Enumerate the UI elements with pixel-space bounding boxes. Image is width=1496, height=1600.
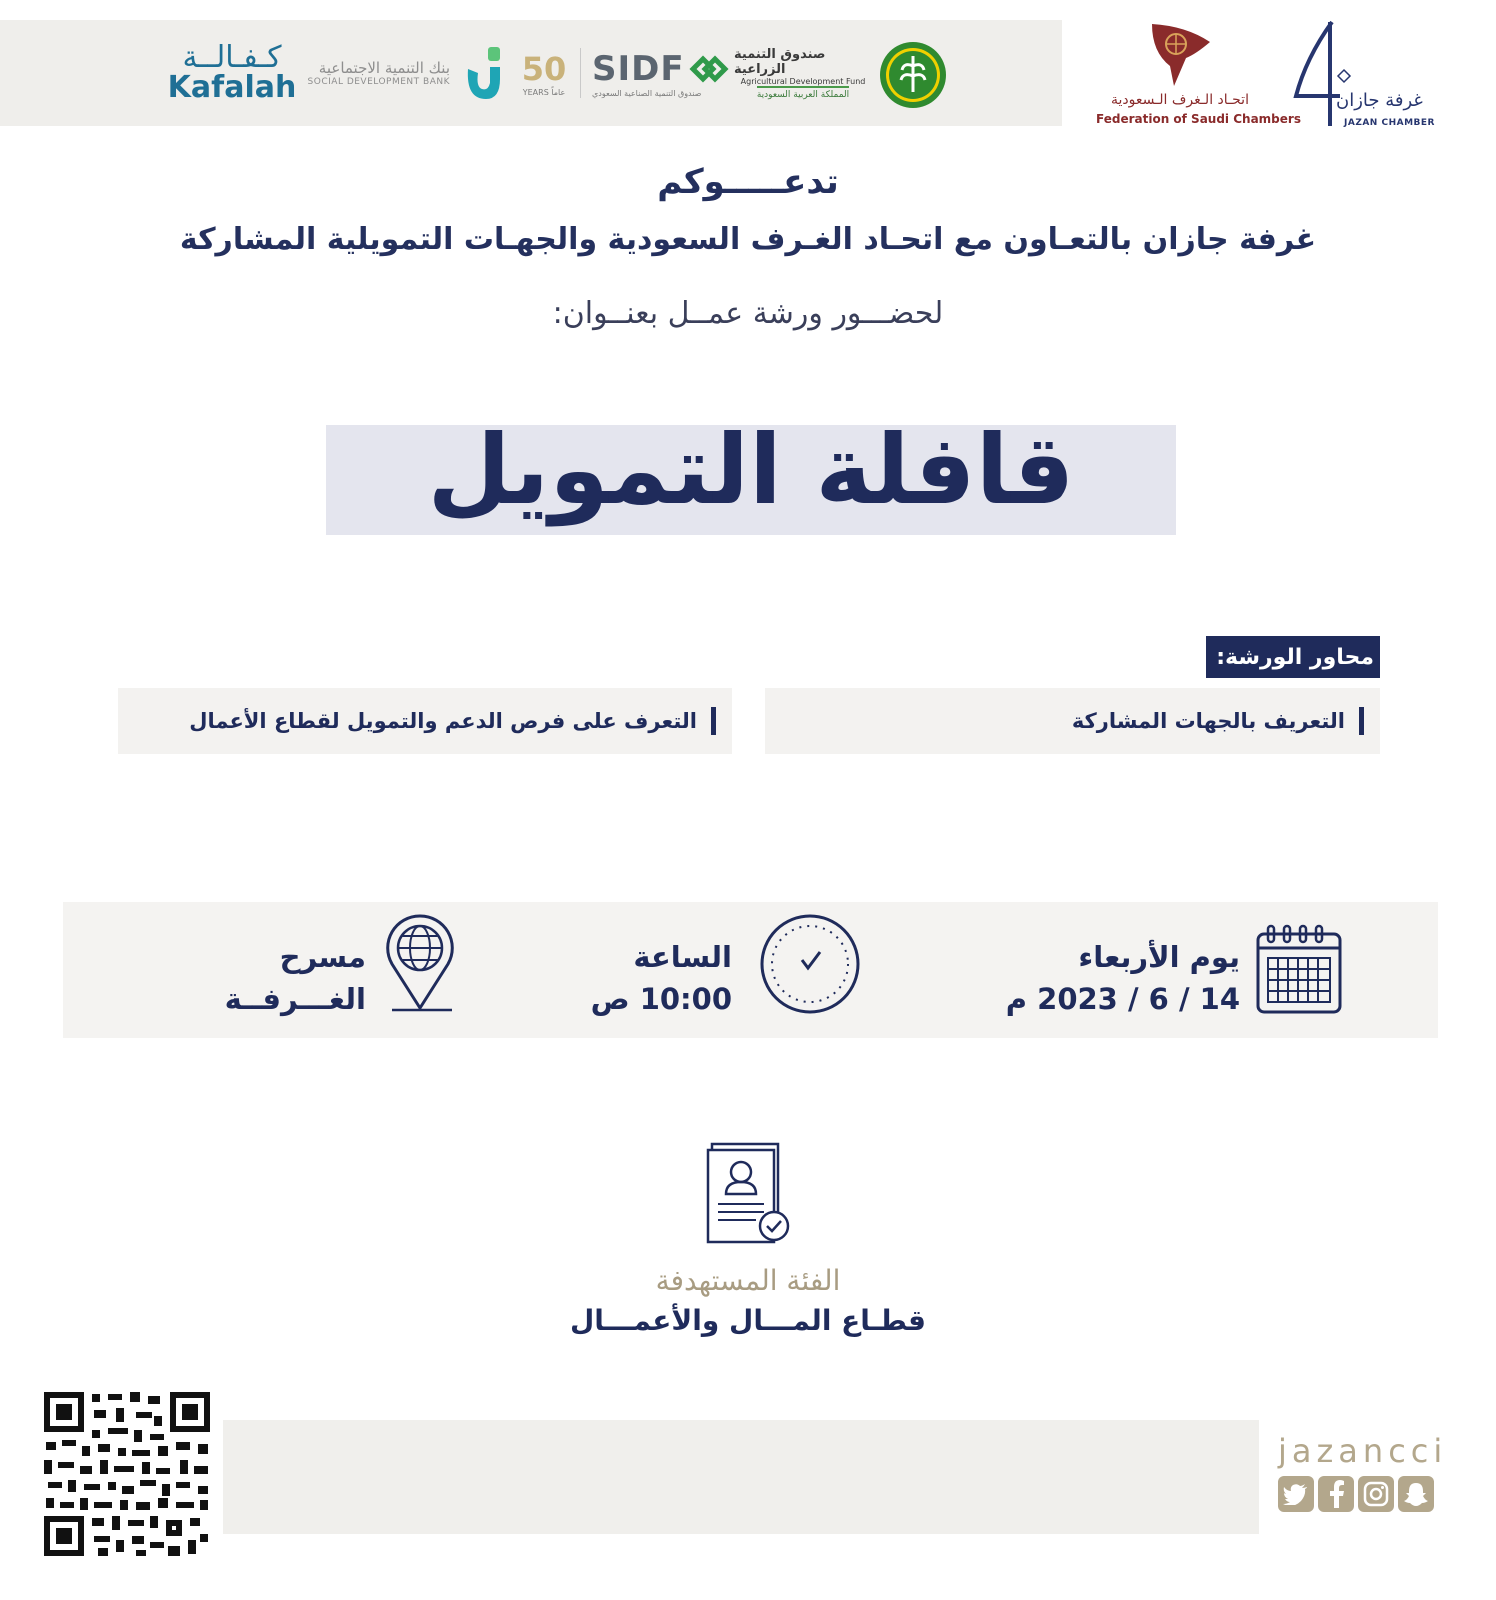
sidf-logo [592, 20, 728, 126]
adf-logo [734, 20, 872, 126]
target-audience-label: الفئة المستهدفة [655, 1264, 841, 1297]
event-place [160, 936, 366, 1020]
axis-bullet [1359, 707, 1364, 735]
event-day: يوم الأربعاء [1078, 940, 1240, 974]
fifty-years-logo [516, 20, 572, 126]
target-audience-value: قطـاع المـــال والأعمـــال [570, 1304, 926, 1337]
footer-band [223, 1420, 1259, 1534]
sponsor-divider [580, 48, 581, 98]
federation-mark-icon [1146, 20, 1216, 88]
invitation-intro: لحضـــور ورشة عمــل بعنــوان: [552, 296, 944, 331]
fifty-number: 50 [521, 49, 567, 88]
sdb-logo [304, 20, 504, 126]
sdb-name-ar: بنك التنمية الاجتماعية [318, 59, 450, 77]
adf-name-en: Agricultural Development Fund [740, 76, 866, 86]
federation-name-en: Federation of Saudi Chambers [1096, 112, 1301, 126]
invitation-heading: تدعـــــوكم [657, 162, 839, 202]
kafalah-logo [167, 20, 297, 126]
sidf-name: SIDF [592, 48, 685, 89]
event-time-label: الساعة [633, 940, 732, 974]
event-time-value: 10:00 ص [590, 982, 732, 1017]
axis-bullet [711, 707, 716, 735]
document-profile-icon [706, 1142, 802, 1244]
adf-caption: المملكة العربية السعودية [757, 86, 849, 100]
workshop-axes-label: محاور الورشة: [1206, 636, 1380, 678]
adf-name-ar: صندوق التنمية الزراعية [734, 46, 826, 77]
sdb-name-en: SOCIAL DEVELOPMENT BANK [307, 77, 450, 87]
fifty-caption: YEARS عاماً [522, 87, 566, 97]
sidf-caption: صندوق التنمية الصناعية السعودي [592, 88, 702, 98]
workshop-axis-item [118, 688, 732, 754]
workshop-title: قافلة التمويل [427, 414, 1075, 526]
twitter-icon[interactable] [1278, 1476, 1314, 1512]
instagram-icon[interactable] [1358, 1476, 1394, 1512]
sdb-mark-icon [458, 43, 502, 103]
event-place-line2: الغـــرفــة [224, 982, 366, 1017]
calendar-icon [1254, 922, 1344, 1016]
sidf-mark-icon [689, 55, 729, 83]
event-time [580, 936, 732, 1020]
workshop-axis-item [765, 688, 1380, 754]
axis-text: التعرف على فرص الدعم والتمويل لقطاع الأعمال [189, 709, 697, 733]
sponsor-strip [0, 20, 1062, 126]
qr-code[interactable] [42, 1390, 212, 1558]
location-globe-icon [382, 912, 458, 1016]
jazan-name-ar: غرفة جازان [1336, 90, 1423, 111]
federation-name-ar: اتحـاد الـغرف الـسعودية [1111, 92, 1249, 108]
jazan-forty-icon [1292, 18, 1352, 130]
adf-emblem-icon [878, 40, 948, 110]
jazan-name-en: JAZAN CHAMBER [1344, 118, 1435, 128]
axis-text: التعريف بالجهات المشاركة [1071, 709, 1345, 733]
event-date [1000, 936, 1240, 1020]
facebook-icon[interactable] [1318, 1476, 1354, 1512]
event-place-line1: مسرح [279, 940, 366, 974]
invitation-hosts: غرفة جازان بالتعـاون مع اتحـاد الغـرف السعودية والجهـات التمويلية المشاركة [179, 222, 1317, 257]
snapchat-icon[interactable] [1398, 1476, 1434, 1512]
event-date-value: 14 / 6 / 2023 م [1005, 982, 1240, 1017]
social-handle[interactable]: jazancci [1278, 1432, 1448, 1470]
clock-icon [758, 912, 862, 1016]
jazan-chamber-logo [1288, 18, 1438, 130]
federation-logo [1090, 18, 1301, 130]
kafalah-name-ar: كـفـالــة [182, 40, 282, 75]
kafalah-name-en: Kafalah [167, 70, 297, 105]
